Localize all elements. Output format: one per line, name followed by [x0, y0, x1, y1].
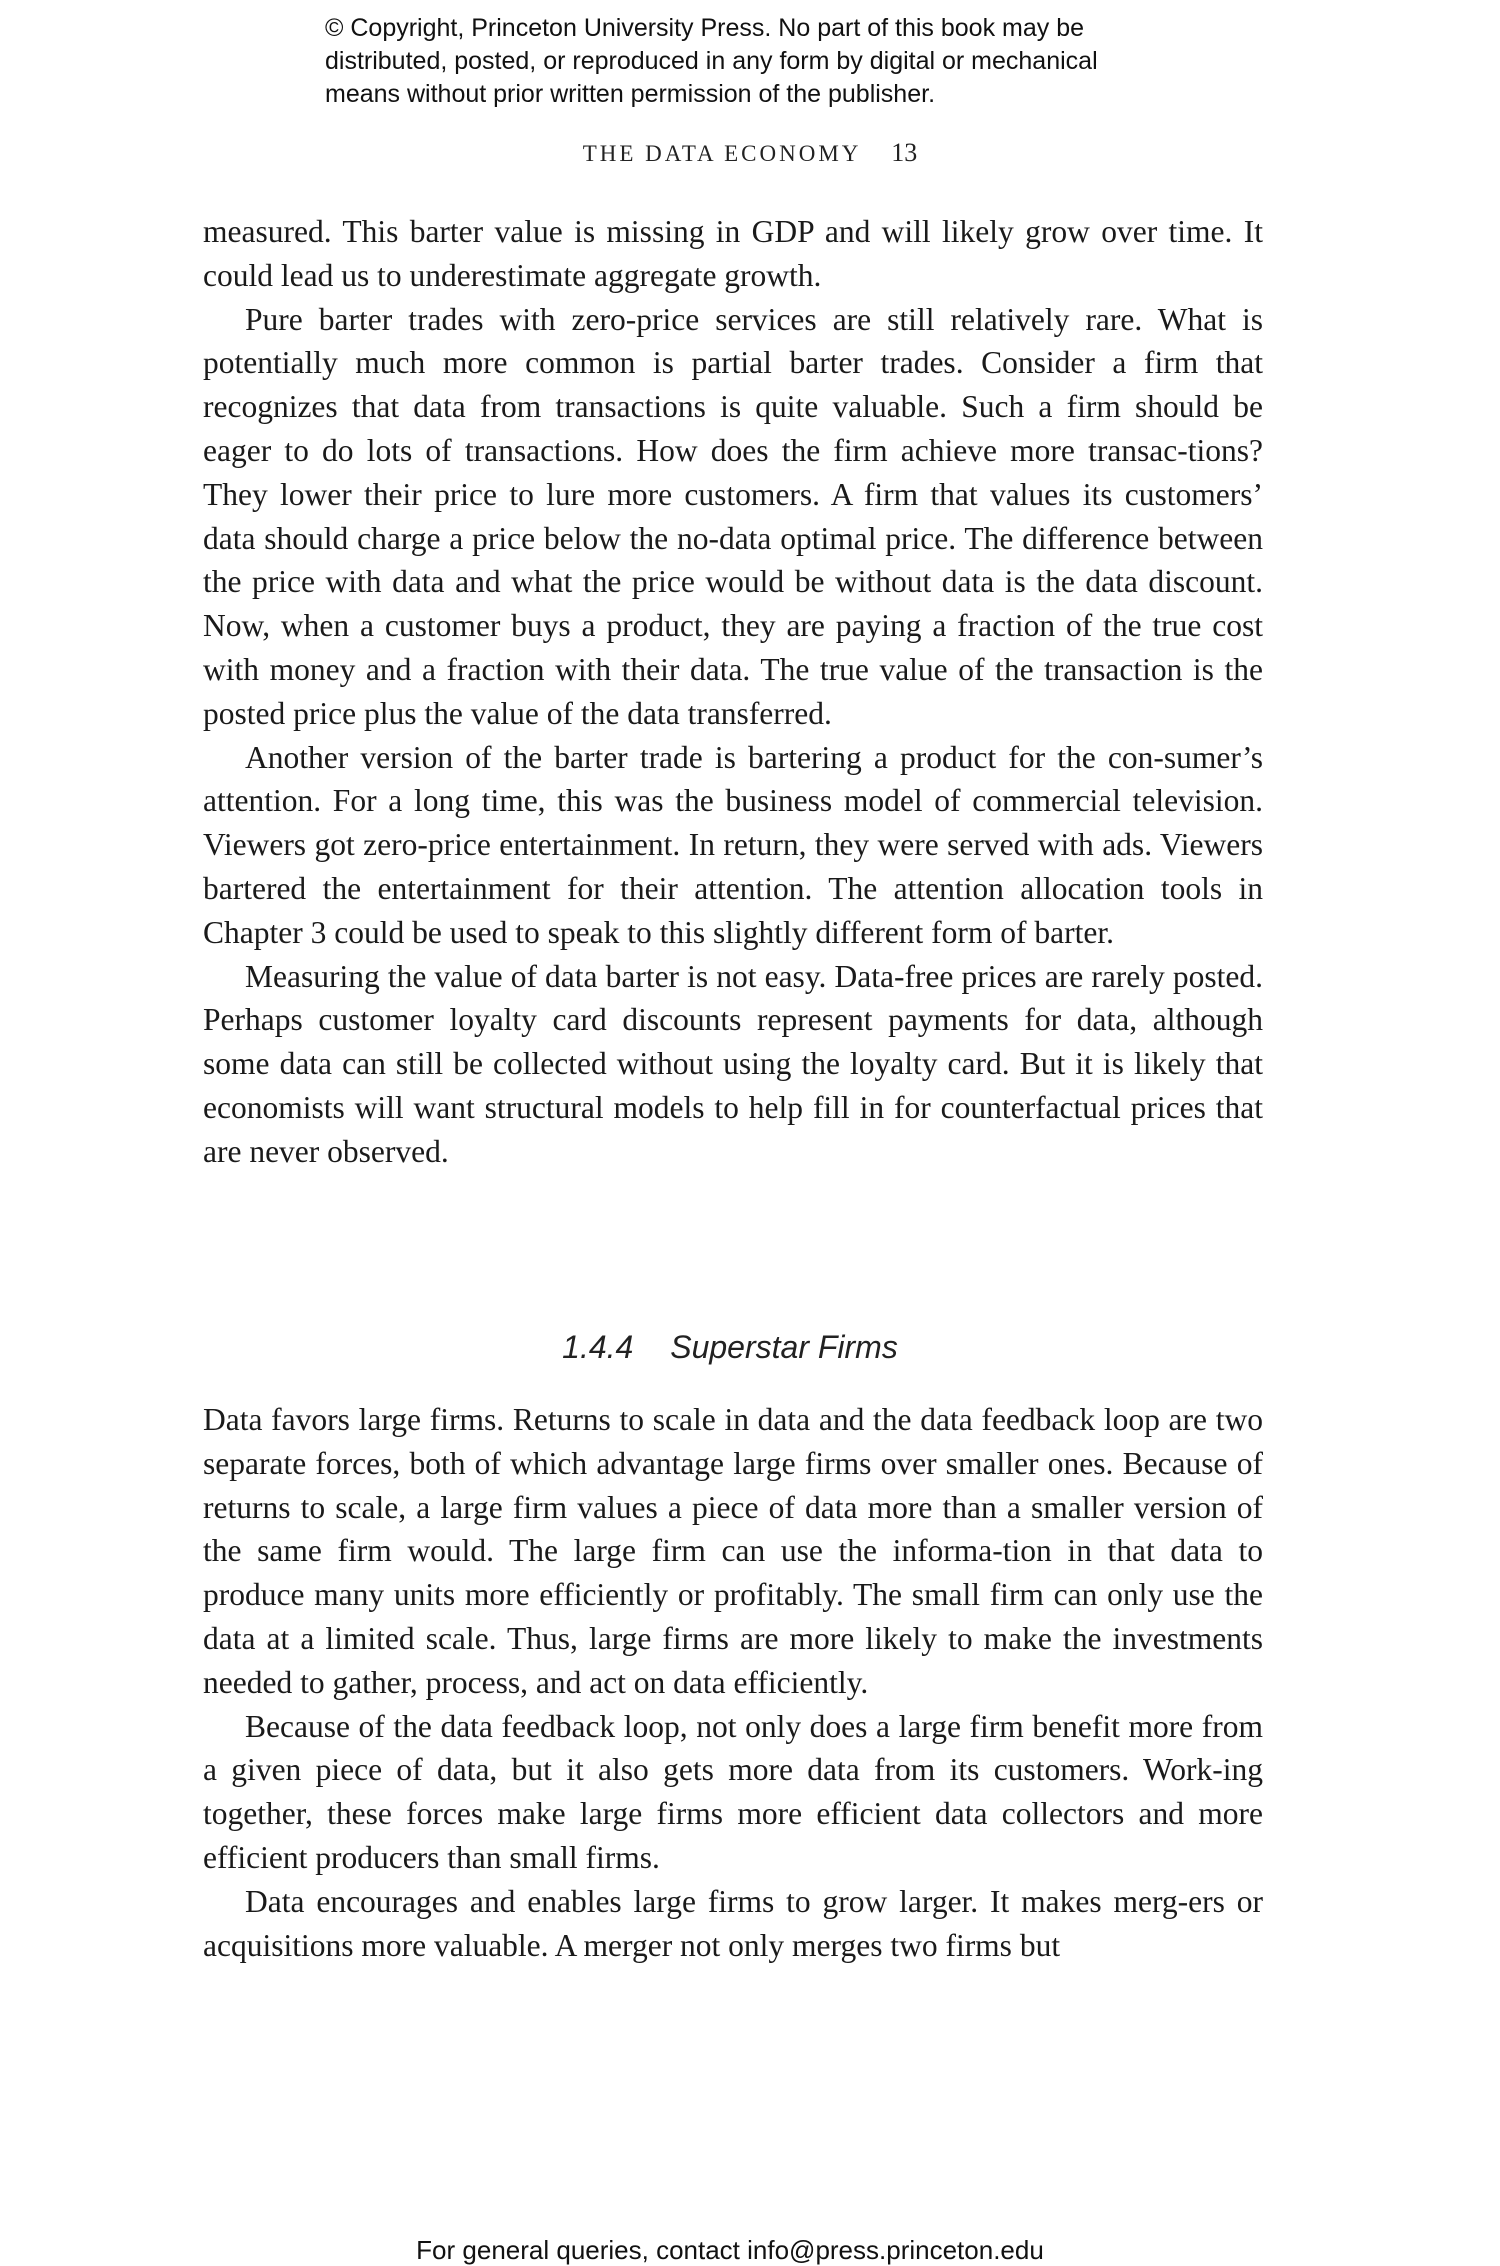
paragraph: measured. This barter value is missing in GDP and will likely grow over time. It could lead us to underestimate aggregate growth.	[203, 214, 1263, 293]
copyright-line: © Copyright, Princeton University Press. No part of this book may be	[325, 14, 1085, 42]
section-heading	[0, 1329, 1460, 1366]
paragraph: Another version of the barter trade is bartering a product for the con-sumer’s attention. For a long time, this was the business model of commercial television. Viewers got zero-price entertainment. In return, they were served with ads. Viewers bartered the entertainment for their attention. The attention allocation tools in Chapter 3 could be used to speak to this slightly different form of barter.	[203, 739, 1263, 950]
paragraph: Pure barter trades with zero-price services are still relatively rare. What is potentially much more common is partial barter trades. Consider a firm that recognizes that data from transactions is quite valuable. Such a firm should be eager to do lots of transactions. How does the firm achieve more transac-tions? They lower their price to lure more customers. A firm that values its customers’ data should charge a price below the no-data optimal price. The difference between the price with data and what the price would be without data is the data discount. Now, when a customer buys a product, they are paying a fraction of the true cost with money and a fraction with their data. The true value of the transaction is the posted price plus the value of the data transferred.	[203, 301, 1263, 731]
paragraph: Because of the data feedback loop, not only does a large firm benefit more from a given piece of data, but it also gets more data from its customers. Work-ing together, these forces make large firms more efficient data collectors and more efficient producers than small firms.	[203, 1708, 1263, 1875]
paragraph: Data encourages and enables large firms to grow larger. It makes merg-ers or acquisitions more valuable. A merger not only merges two firms but	[203, 1883, 1263, 1963]
section-number: 1.4.4	[562, 1329, 634, 1365]
paragraph: Data favors large firms. Returns to scale in data and the data feedback loop are two separate forces, both of which advantage large firms over smaller ones. Because of returns to scale, a large firm values a piece of data more than a smaller version of the same firm would. The large firm can use the informa-tion in that data to produce many units more efficiently or profitably. The small firm can only use the data at a limited scale. Thus, large firms are more likely to make the investments needed to gather, process, and act on data efficiently.	[203, 1402, 1263, 1700]
body-text-bottom	[203, 1398, 1263, 1967]
body-text-top	[203, 210, 1263, 1174]
running-head	[0, 138, 1500, 168]
copyright-notice	[325, 12, 1225, 111]
page-number: 13	[891, 138, 918, 167]
copyright-line: distributed, posted, or reproduced in any form by digital or mechanical	[325, 47, 1098, 75]
copyright-line: means without prior written permission of the publisher.	[325, 80, 936, 108]
paragraph: Measuring the value of data barter is not easy. Data-free prices are rarely posted. Perhaps customer loyalty card discounts represent payments for data, although some data can still be collected without using the loyalty card. But it is likely that economists will want structural models to help fill in for counterfactual prices that are never observed.	[203, 958, 1263, 1169]
running-head-title: THE DATA ECONOMY	[582, 141, 861, 166]
footer-contact: For general queries, contact info@press.princeton.edu	[416, 2235, 1044, 2265]
section-title: Superstar Firms	[670, 1329, 898, 1365]
